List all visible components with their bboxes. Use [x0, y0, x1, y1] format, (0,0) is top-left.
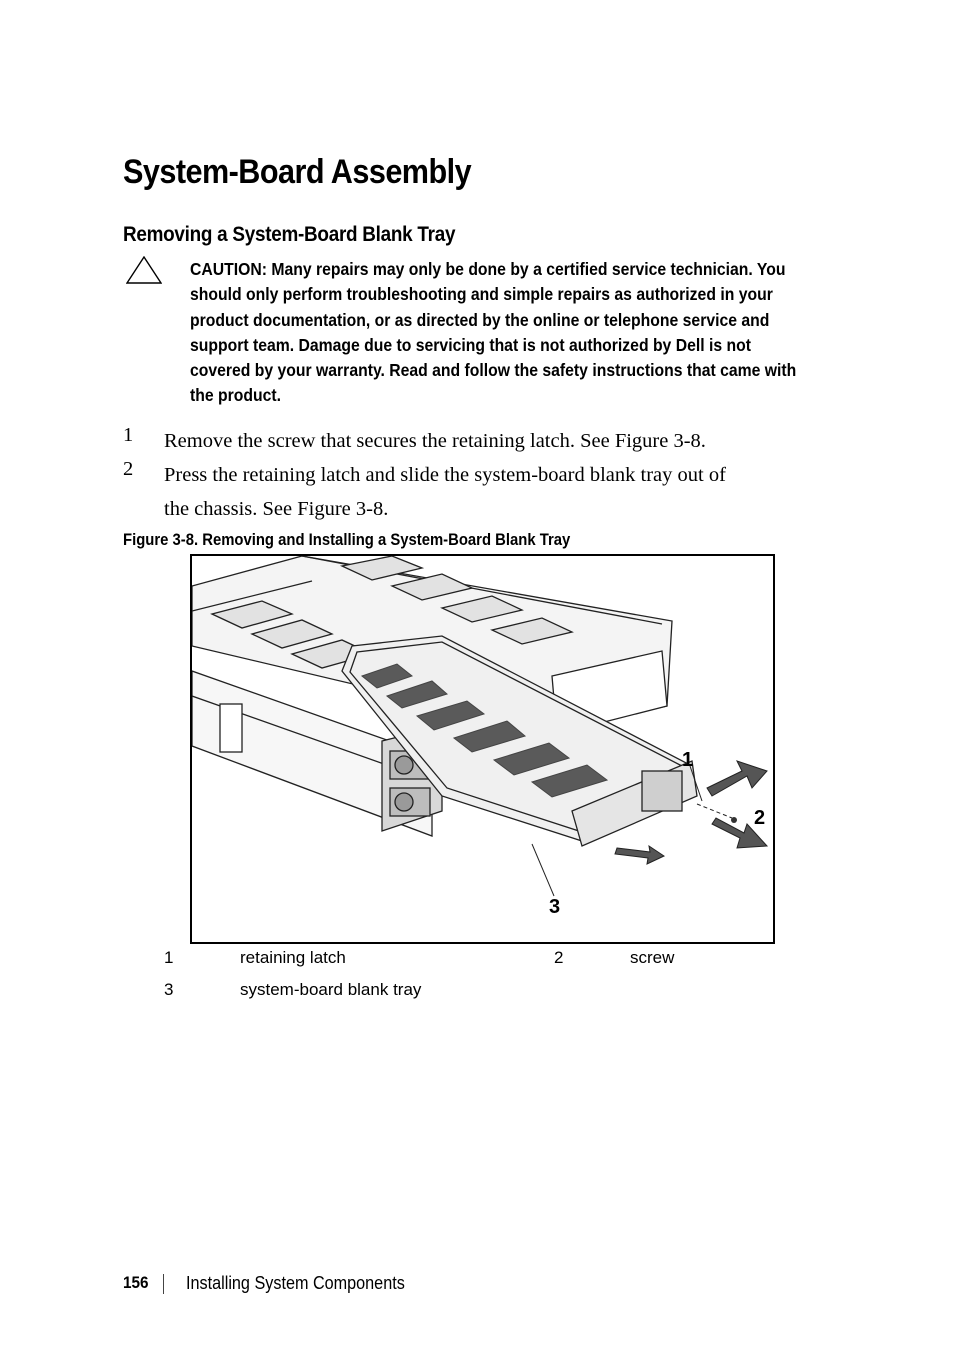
figure-caption: Figure 3-8. Removing and Installing a System-Board Blank Tray [123, 531, 571, 549]
legend-label: screw [630, 948, 675, 967]
caution-line: product documentation, or as directed by the online or telephone service and [190, 309, 770, 330]
callout-2: 2 [754, 807, 766, 829]
legend-number: 1 [164, 948, 174, 967]
legend-label: system-board blank tray [240, 980, 422, 999]
legend-label: retaining latch [240, 948, 346, 967]
caution-line: support team. Damage due to servicing that is not authorized by Dell is not [190, 334, 751, 355]
caution-line: covered by your warranty. Read and follow the safety instructions that came with [190, 360, 797, 381]
chassis-tray-drawing [192, 556, 773, 942]
caution-line: CAUTION: Many repairs may only be done by a certified service technician. You [190, 259, 786, 279]
step-number: 2 [123, 458, 134, 480]
callout-3: 3 [549, 896, 561, 918]
callout-1: 1 [682, 749, 694, 771]
caution-triangle-icon [126, 256, 162, 284]
step-number: 1 [123, 424, 134, 446]
caution-notice [190, 257, 856, 409]
caution-line: the product. [190, 385, 281, 406]
step-text: Press the retaining latch and slide the system-board blank tray out of [164, 464, 726, 486]
caution-line: should only perform troubleshooting and simple repairs as authorized in your [190, 284, 773, 305]
legend-number: 2 [554, 948, 564, 967]
step-text: Remove the screw that secures the retaining latch. See Figure 3-8. [164, 430, 706, 452]
legend-number: 3 [164, 980, 174, 999]
step-text: the chassis. See Figure 3-8. [164, 498, 389, 520]
footer-section-title: Installing System Components [186, 1273, 405, 1293]
page-title: System-Board Assembly [123, 153, 472, 191]
figure-illustration [190, 554, 775, 944]
footer-divider [163, 1274, 164, 1294]
section-heading: Removing a System-Board Blank Tray [123, 223, 456, 246]
page-number: 156 [123, 1273, 149, 1292]
